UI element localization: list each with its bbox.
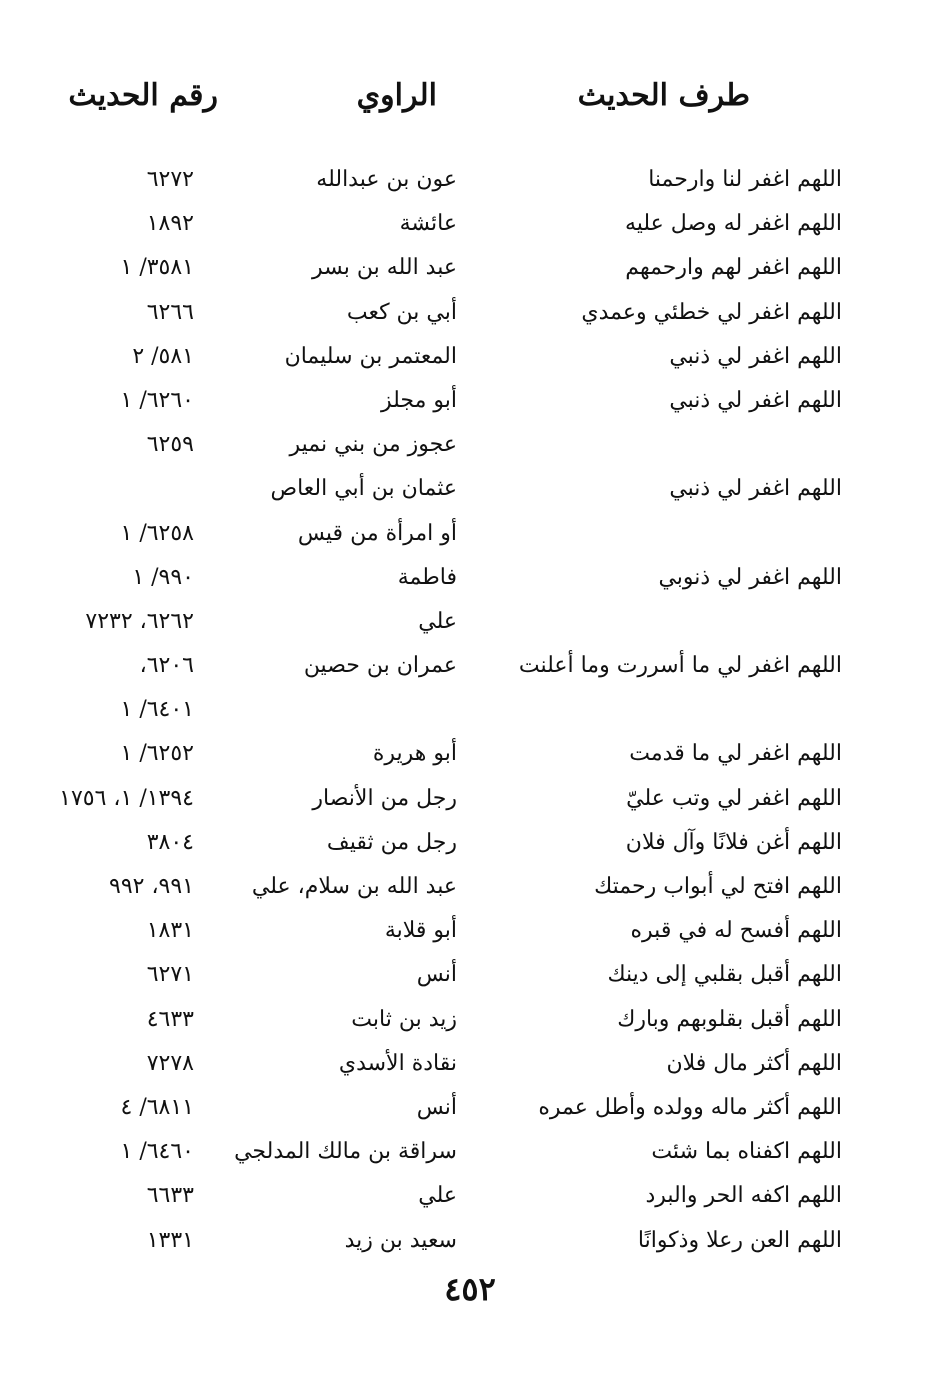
hadith-number: ٣٨٠٤ (146, 829, 194, 855)
hadith-number: ٦٢٦٢، ٧٢٣٢ (85, 608, 194, 634)
table-row (0, 291, 940, 335)
hadith-number: ٦٨١١/ ٤ (120, 1094, 194, 1120)
hadith-excerpt: اللهم أقبل بقلوبهم وبارك (617, 1006, 842, 1032)
hadith-excerpt: اللهم أغن فلانًا وآل فلان (625, 829, 842, 855)
narrator-name: المعتمر بن سليمان (284, 343, 457, 369)
hadith-excerpt: اللهم افتح لي أبواب رحمتك (594, 874, 842, 899)
narrator-name: عبد الله بن بسر (312, 255, 457, 281)
table-row (0, 202, 940, 246)
narrator-name: عبد الله بن سلام، علي (251, 874, 457, 899)
narrator-name: أبو هريرة (372, 741, 457, 767)
narrator-name: عائشة (399, 211, 457, 237)
header-hadith: طرف الحديث (577, 78, 750, 113)
hadith-number: ٦٢٥٨/ ١ (120, 520, 194, 546)
hadith-excerpt: اللهم اغفر لي وتب عليّ (626, 785, 842, 811)
hadith-number: ٦٤٦٠/ ١ (120, 1139, 194, 1165)
header-narrator: الراوي (356, 78, 437, 113)
table-row (0, 158, 940, 202)
narrator-name: زيد بن ثابت (351, 1006, 457, 1032)
narrator-name: علي (418, 1183, 457, 1209)
narrator-name: سعيد بن زيد (344, 1227, 457, 1253)
table-row (0, 909, 940, 953)
table-row (0, 821, 940, 865)
table-row (0, 246, 940, 290)
table-row (0, 953, 940, 997)
table-row (0, 1130, 940, 1174)
table-row (0, 777, 940, 821)
hadith-number: ١٨٩٢ (146, 211, 194, 237)
narrator-name: أنس (416, 1094, 457, 1120)
index-table (0, 158, 940, 1263)
hadith-excerpt: اللهم اغفر لي ذنبي (669, 476, 842, 502)
hadith-excerpt: اللهم اغفر لي ذنبي (669, 387, 842, 413)
hadith-excerpt: اللهم اغفر لهم وارحمهم (625, 255, 842, 281)
hadith-number: ٩٩١، ٩٩٢ (109, 874, 194, 899)
table-row (0, 865, 940, 909)
narrator-name: رجل من الأنصار (312, 785, 457, 811)
hadith-number: ١٨٣١ (146, 918, 194, 944)
table-header (0, 78, 940, 128)
hadith-number: ١٣٣١ (146, 1227, 194, 1253)
narrator-name: عمران بن حصين (303, 653, 457, 679)
narrator-name: عجوز من بني نمير (289, 432, 457, 458)
table-row (0, 379, 940, 423)
narrator-name: نقادة الأسدي (338, 1050, 457, 1076)
hadith-number: ١٣٩٤/ ١، ١٧٥٦ (59, 785, 194, 811)
hadith-number: ٤٦٣٣ (146, 1006, 194, 1032)
table-row (0, 732, 940, 776)
hadith-excerpt: اللهم أفسح له في قبره (630, 918, 842, 944)
hadith-excerpt: اللهم اغفر له وصل عليه (624, 211, 842, 237)
narrator-name: أنس (416, 962, 457, 988)
hadith-number: ٦٤٠١/ ١ (120, 697, 194, 723)
table-row (0, 512, 940, 556)
hadith-number: ٣٥٨١/ ١ (120, 255, 194, 281)
table-row (0, 1042, 940, 1086)
hadith-excerpt: اللهم اغفر لنا وارحمنا (648, 167, 842, 192)
hadith-number: ٧٢٧٨ (146, 1050, 194, 1076)
table-row (0, 600, 940, 644)
hadith-excerpt: اللهم أقبل بقلبي إلى دينك (607, 962, 842, 988)
hadith-number: ٦٢٧١ (146, 962, 194, 988)
hadith-number: ٦٢٥٢/ ١ (120, 741, 194, 767)
hadith-excerpt: اللهم اغفر لي ذنوبي (658, 564, 842, 590)
hadith-excerpt: اللهم اكفه الحر والبرد (645, 1183, 842, 1209)
hadith-number: ٥٨١/ ٢ (132, 343, 194, 369)
table-row (0, 644, 940, 688)
table-row (0, 423, 940, 467)
narrator-name: أو امرأة من قيس (297, 520, 457, 546)
narrator-name: أبي بن كعب (346, 299, 457, 325)
table-row (0, 1086, 940, 1130)
hadith-number: ٦٢٦٠/ ١ (120, 387, 194, 413)
narrator-name: فاطمة (397, 564, 457, 590)
narrator-name: رجل من ثقيف (326, 829, 457, 855)
table-row (0, 556, 940, 600)
narrator-name: سراقة بن مالك المدلجي (234, 1139, 457, 1165)
table-row (0, 335, 940, 379)
hadith-excerpt: اللهم اغفر لي خطئي وعمدي (581, 299, 842, 325)
hadith-number: ٦٢٠٦، (139, 653, 194, 679)
narrator-name: أبو مجلز (380, 387, 457, 413)
narrator-name: عون بن عبدالله (316, 167, 457, 192)
table-row (0, 998, 940, 1042)
hadith-number: ٦٢٦٦ (146, 299, 194, 325)
table-row (0, 467, 940, 511)
hadith-number: ٦٦٣٣ (146, 1183, 194, 1209)
hadith-excerpt: اللهم اغفر لي ذنبي (669, 343, 842, 369)
hadith-excerpt: اللهم اكفناه بما شئت (651, 1139, 842, 1165)
hadith-excerpt: اللهم اغفر لي ما قدمت (629, 741, 842, 767)
header-number: رقم الحديث (68, 78, 218, 113)
table-row (0, 688, 940, 732)
page-number: ٤٥٢ (444, 1270, 496, 1308)
narrator-name: أبو قلابة (384, 918, 457, 944)
table-row (0, 1219, 940, 1263)
table-row (0, 1174, 940, 1218)
hadith-excerpt: اللهم العن رعلا وذكوانًا (637, 1227, 842, 1253)
hadith-number: ٩٩٠/ ١ (132, 564, 194, 590)
hadith-excerpt: اللهم اغفر لي ما أسررت وما أعلنت (518, 653, 842, 679)
hadith-excerpt: اللهم أكثر مال فلان (666, 1050, 842, 1076)
hadith-number: ٦٢٥٩ (146, 432, 194, 458)
narrator-name: عثمان بن أبي العاص (270, 476, 457, 502)
hadith-excerpt: اللهم أكثر ماله وولده وأطل عمره (538, 1094, 842, 1120)
hadith-number: ٦٢٧٢ (146, 167, 194, 192)
narrator-name: علي (418, 608, 457, 634)
